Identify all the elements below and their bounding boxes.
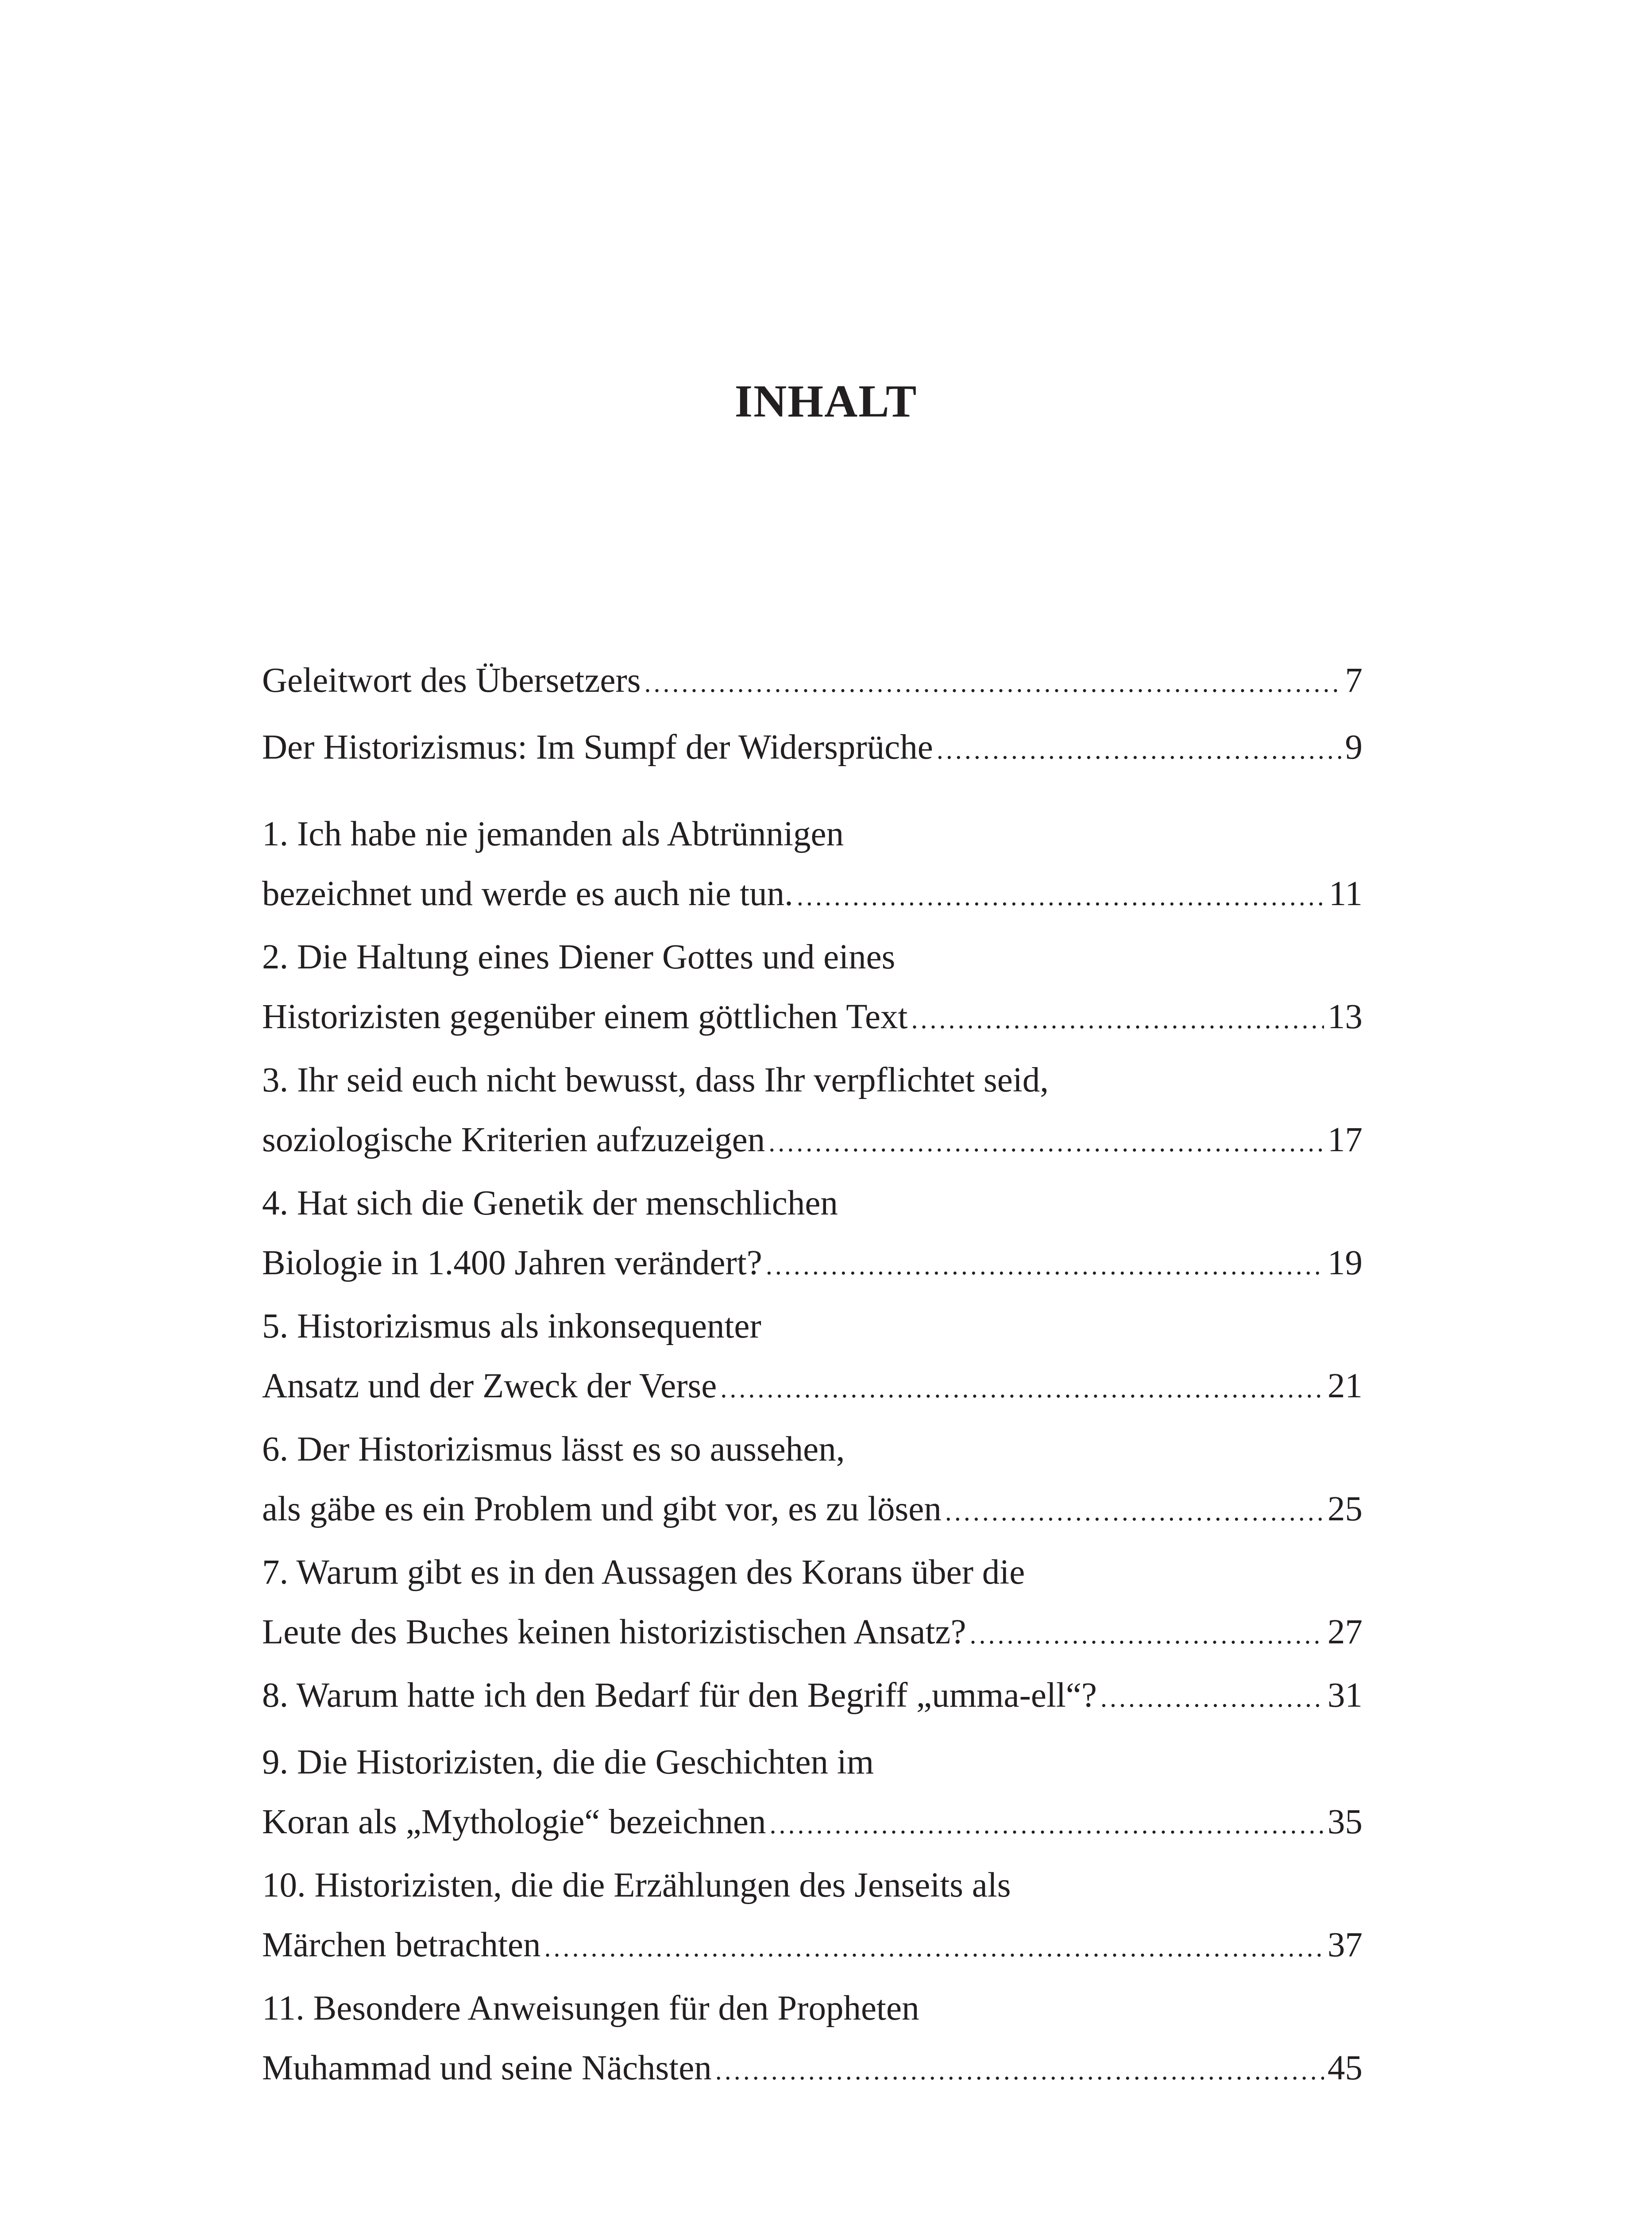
toc-entry-title: 7. Warum gibt es in den Aussagen des Korans über die [262, 1553, 1025, 1592]
toc-page-number: 27 [1328, 1613, 1363, 1651]
toc-entry-title: 4. Hat sich die Genetik der menschlichen [262, 1184, 838, 1222]
toc-entry [262, 1732, 1363, 1854]
toc-entry-title-continued: Leute des Buches keinen historizistischen Ansatz? [262, 1613, 966, 1651]
toc-entry-title-continued: Historizisten gegenüber einem göttlichen Text [262, 998, 908, 1036]
toc-entry-title: 11. Besondere Anweisungen für den Propheten [262, 1989, 919, 2028]
toc-entry-title-continued: Ansatz und der Zweck der Verse [262, 1367, 717, 1405]
toc-entry-title-continued: Märchen betrachten [262, 1926, 541, 1964]
leader-dots [715, 2041, 1324, 2101]
toc-entry-title: 6. Der Historizismus lässt es so aussehen, [262, 1430, 845, 1469]
leader-dots [911, 990, 1324, 1049]
leader-dots [720, 1359, 1324, 1419]
toc-page-number: 19 [1328, 1244, 1363, 1282]
toc-entry-title: 1. Ich habe nie jemanden als Abtrünnigen [262, 815, 844, 853]
toc-entry-title: 10. Historizisten, die die Erzählungen des Jenseits als [262, 1866, 1011, 1905]
leader-dots [970, 1605, 1324, 1665]
leader-dots [768, 1113, 1324, 1172]
leader-dots [797, 867, 1325, 926]
toc-page-number: 37 [1328, 1926, 1363, 1964]
leader-dots [645, 653, 1342, 713]
toc-page-number: 35 [1328, 1803, 1363, 1841]
toc-entry-title-continued: Muhammad und seine Nächsten [262, 2049, 712, 2087]
toc-entry [262, 1855, 1363, 1978]
toc-entry-title: 3. Ihr seid euch nicht bewusst, dass Ihr verpflichtet seid, [262, 1061, 1049, 1099]
toc-entry [262, 1296, 1363, 1419]
toc-entry [262, 1666, 1363, 1728]
toc-entry-title: 2. Die Haltung eines Diener Gottes und eines [262, 938, 895, 976]
toc-entry [262, 1419, 1363, 1542]
toc-page-number: 13 [1328, 998, 1363, 1036]
toc-entry-title-continued: als gäbe es ein Problem und gibt vor, es zu lösen [262, 1490, 942, 1528]
toc-entry [262, 1542, 1363, 1665]
leader-dots [937, 720, 1342, 780]
table-of-contents [262, 651, 1363, 2101]
toc-page-number: 9 [1345, 728, 1363, 767]
toc-page-number: 25 [1328, 1490, 1363, 1528]
toc-entry-title-continued: Biologie in 1.400 Jahren verändert? [262, 1244, 762, 1282]
leader-dots [544, 1918, 1324, 1978]
toc-entry-title-continued: bezeichnet und werde es auch nie tun. [262, 875, 793, 913]
toc-entry-title-continued: soziologische Kriterien aufzuzeigen [262, 1121, 765, 1159]
toc-page-number: 7 [1345, 661, 1363, 700]
leader-dots [1100, 1668, 1324, 1728]
toc-entry-title: 8. Warum hatte ich den Bedarf für den Begriff „umma-ell“? [262, 1676, 1097, 1715]
leader-dots [769, 1795, 1324, 1854]
toc-page-number: 45 [1328, 2049, 1363, 2087]
toc-entry [262, 927, 1363, 1049]
toc-page-number: 31 [1328, 1676, 1363, 1715]
toc-page-number: 21 [1328, 1367, 1363, 1405]
toc-entry [262, 1978, 1363, 2101]
leader-dots [945, 1482, 1324, 1542]
page-title: INHALT [734, 376, 918, 427]
toc-entry-title: Geleitwort des Übersetzers [262, 661, 641, 700]
toc-entry-title: 9. Die Historizisten, die die Geschichten im [262, 1743, 874, 1781]
toc-page-number: 11 [1328, 875, 1363, 913]
toc-entry [262, 1050, 1363, 1172]
toc-entry [262, 717, 1363, 780]
toc-entry-title: Der Historizismus: Im Sumpf der Widersprüche [262, 728, 933, 767]
toc-page-number: 17 [1328, 1121, 1363, 1159]
leader-dots [766, 1236, 1324, 1295]
toc-entry [262, 651, 1363, 713]
toc-entry [262, 804, 1363, 926]
toc-entry-title-continued: Koran als „Mythologie“ bezeichnen [262, 1803, 766, 1841]
toc-entry [262, 1173, 1363, 1295]
toc-entry-title: 5. Historizismus als inkonsequenter [262, 1307, 761, 1346]
